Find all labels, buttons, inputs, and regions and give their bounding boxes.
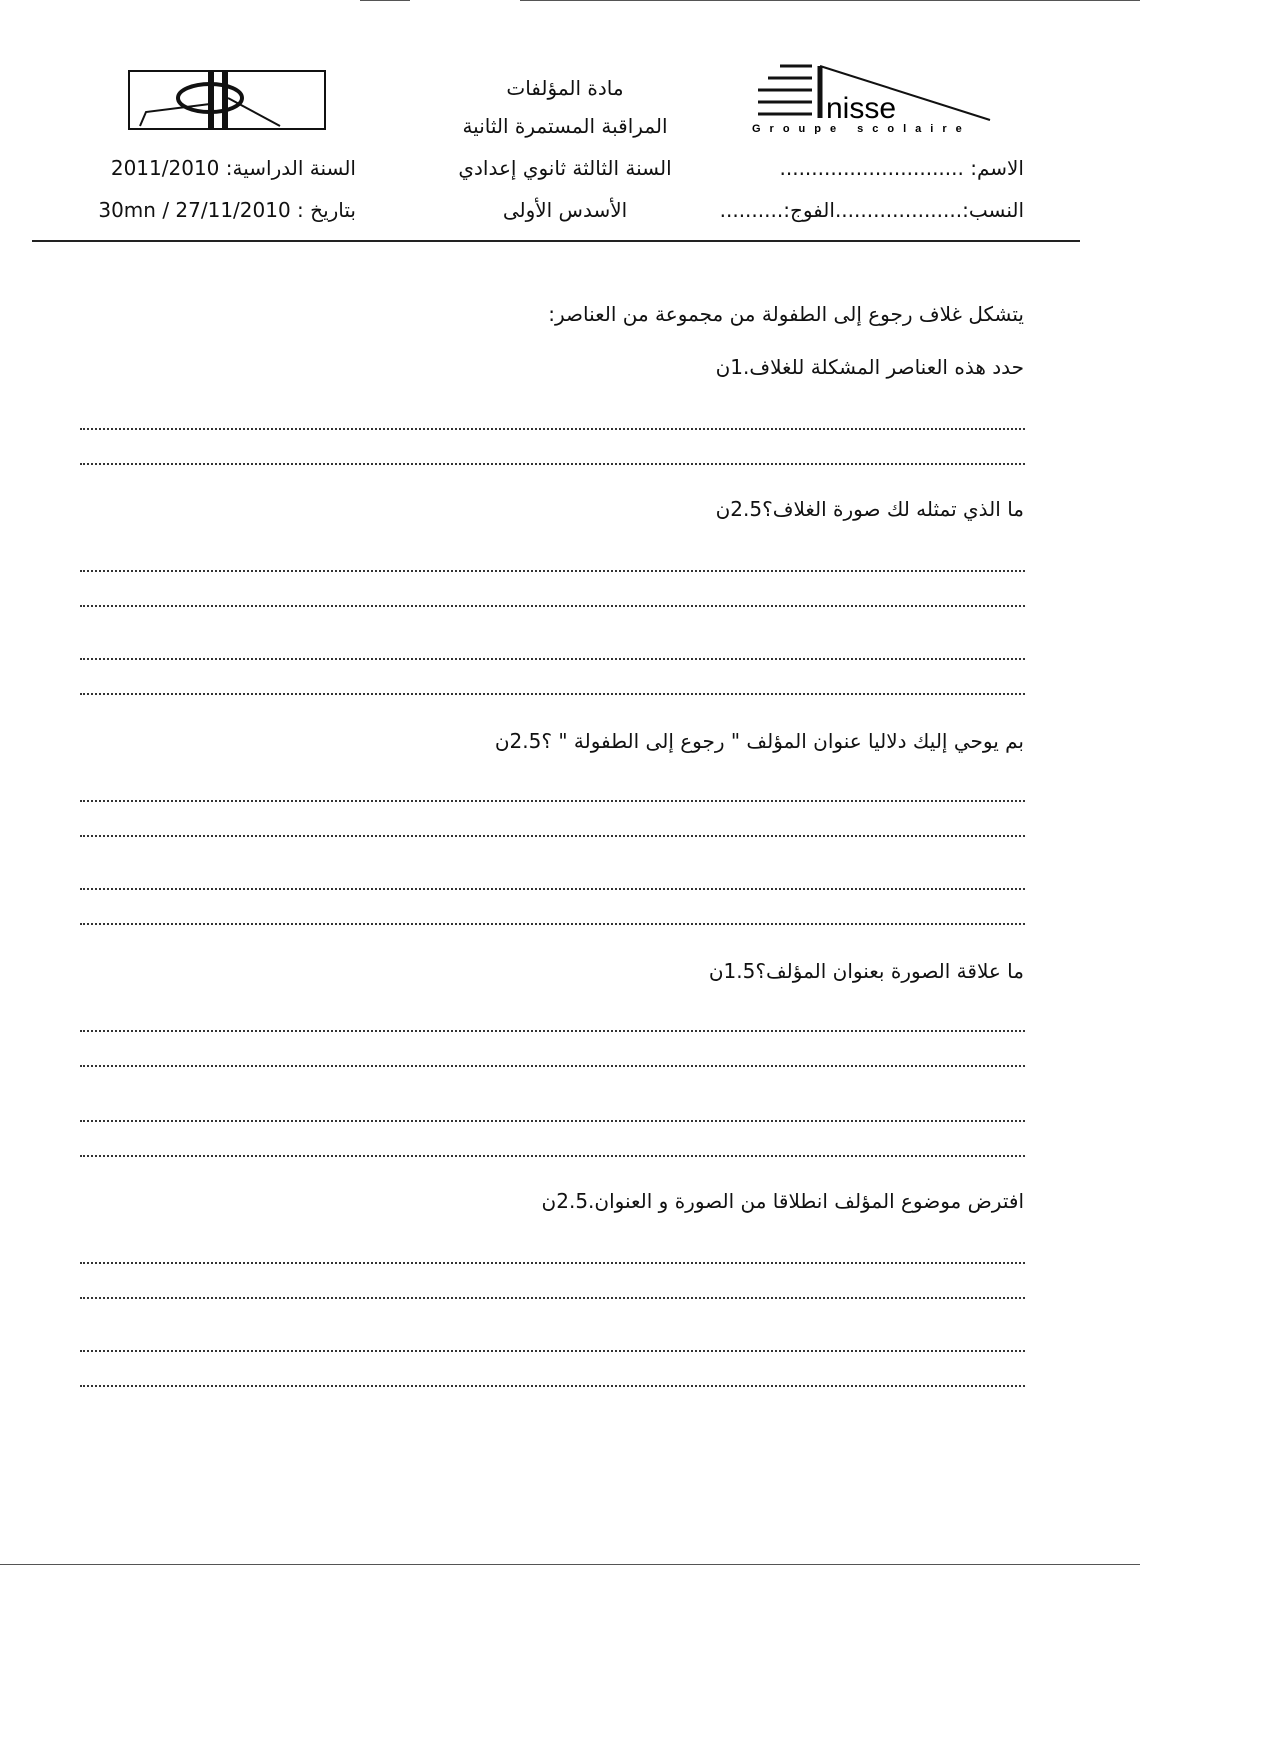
logo-right — [750, 62, 1000, 134]
answer-line[interactable] — [80, 693, 1025, 695]
answer-line[interactable] — [80, 463, 1025, 465]
answer-line[interactable] — [80, 835, 1025, 837]
question-2: ما الذي تمثله لك صورة الغلاف؟2.5ن — [715, 497, 1024, 521]
logo-left-emblem — [130, 72, 324, 128]
answer-line[interactable] — [80, 658, 1025, 660]
question-5: افترض موضوع المؤلف انطلاقا من الصورة و العنوان.2.5ن — [541, 1189, 1024, 1213]
school-year: السنة الدراسية: 2011/2010 — [110, 156, 356, 180]
answer-line[interactable] — [80, 1155, 1025, 1157]
question-3: بم يوحي إليك دلاليا عنوان المؤلف " رجوع إلى الطفولة " ؟2.5ن — [494, 729, 1024, 753]
answer-line[interactable] — [80, 923, 1025, 925]
semester-label: الأسدس الأولى — [502, 198, 628, 222]
scan-edge — [0, 1564, 1140, 1565]
answer-line[interactable] — [80, 570, 1025, 572]
intro-text: يتشكل غلاف رجوع إلى الطفولة من مجموعة من العناصر: — [548, 302, 1024, 326]
level-label: السنة الثالثة ثانوي إعدادي — [458, 156, 672, 180]
answer-line[interactable] — [80, 605, 1025, 607]
answer-line[interactable] — [80, 428, 1025, 430]
question-1: حدد هذه العناصر المشكلة للغلاف.1ن — [715, 355, 1024, 379]
surname-group-field[interactable]: النسب:....................الفوج:.......... — [719, 198, 1024, 222]
answer-line[interactable] — [80, 1120, 1025, 1122]
answer-line[interactable] — [80, 1350, 1025, 1352]
answer-line[interactable] — [80, 1297, 1025, 1299]
header-divider — [32, 240, 1080, 242]
scan-edge — [520, 0, 1140, 1]
subject-title: مادة المؤلفات — [506, 76, 624, 100]
name-field[interactable]: الاسم: ............................. — [779, 156, 1024, 180]
exam-title: المراقبة المستمرة الثانية — [462, 114, 668, 138]
answer-line[interactable] — [80, 1262, 1025, 1264]
svg-text:nisse: nisse — [826, 92, 897, 125]
scan-edge — [360, 0, 410, 1]
answer-line[interactable] — [80, 1385, 1025, 1387]
answer-line[interactable] — [80, 888, 1025, 890]
question-4: ما علاقة الصورة بعنوان المؤلف؟1.5ن — [708, 959, 1024, 983]
logo-left — [128, 70, 326, 130]
answer-line[interactable] — [80, 1030, 1025, 1032]
answer-line[interactable] — [80, 1065, 1025, 1067]
exam-date: بتاريخ : 27/11/2010 / 30mn — [98, 198, 356, 222]
svg-text:Groupe scolaire: Groupe scolaire — [752, 123, 971, 134]
logo-right-emblem — [750, 62, 1000, 134]
answer-line[interactable] — [80, 800, 1025, 802]
